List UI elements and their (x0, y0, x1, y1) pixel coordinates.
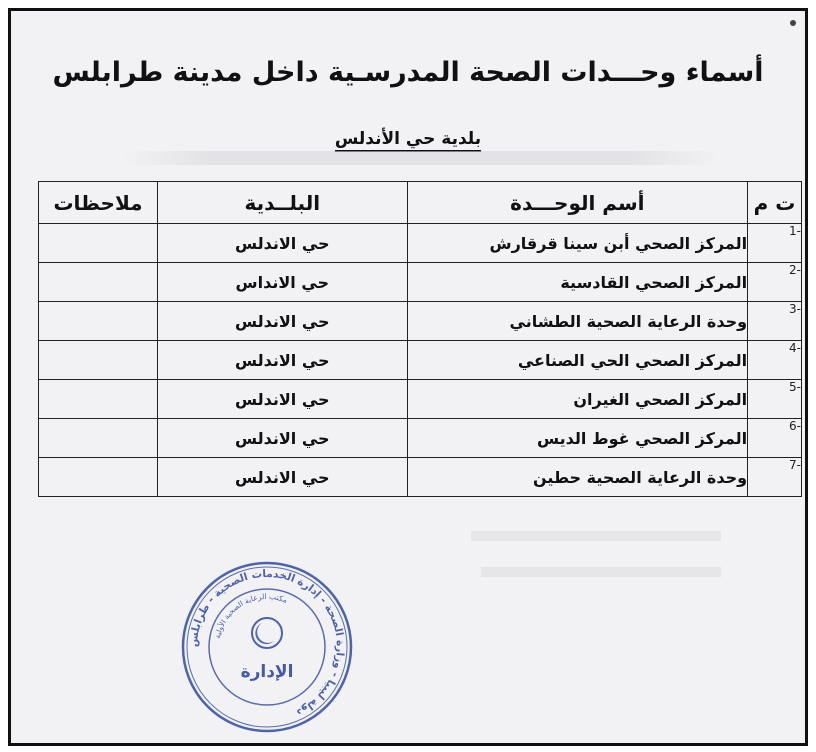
health-units-table (38, 181, 802, 497)
table-header-row (39, 182, 802, 224)
table-row (39, 380, 802, 419)
unit-name: المركز الصحي الحي الصناعي (407, 341, 747, 380)
municipality-name: حي الاندلس (157, 341, 407, 380)
table-row (39, 419, 802, 458)
row-number: -3 (748, 302, 802, 341)
unit-name: وحدة الرعاية الصحية الطشاني (407, 302, 747, 341)
row-number: -4 (748, 341, 802, 380)
show-through-mark (121, 151, 721, 165)
row-number: -1 (748, 224, 802, 263)
notes-cell (39, 380, 158, 419)
municipality-name: حي الاندلس (157, 224, 407, 263)
unit-name: المركز الصحي الغيران (407, 380, 747, 419)
document-page (8, 8, 808, 746)
table-row (39, 224, 802, 263)
table-row (39, 458, 802, 497)
stamp-center-text: الإدارة (240, 662, 294, 682)
notes-cell (39, 419, 158, 458)
header-unit-name: أسم الوحـــدة (407, 182, 747, 224)
row-number: -5 (748, 380, 802, 419)
notes-cell (39, 224, 158, 263)
show-through-mark (481, 567, 721, 577)
table-row (39, 341, 802, 380)
table-row (39, 302, 802, 341)
unit-name: المركز الصحي القادسية (407, 263, 747, 302)
notes-cell (39, 341, 158, 380)
header-number: ت م (748, 182, 802, 224)
subtitle-container (11, 129, 805, 152)
notes-cell (39, 263, 158, 302)
row-number: -6 (748, 419, 802, 458)
unit-name: المركز الصحي غوط الديس (407, 419, 747, 458)
document-subtitle: بلدية حي الأندلس (335, 129, 481, 152)
header-municipality: البلــدية (157, 182, 407, 224)
notes-cell (39, 458, 158, 497)
unit-name: المركز الصحي أبن سينا قرقارش (407, 224, 747, 263)
notes-cell (39, 302, 158, 341)
official-stamp (179, 559, 355, 735)
corner-mark (790, 20, 796, 26)
header-notes: ملاحظات (39, 182, 158, 224)
document-title: أسماء وحـــدات الصحة المدرسـية داخل مدينة طرابلس (52, 57, 764, 88)
stamp-outer-text: دولة ليبيا - وزارة الصحة - إدارة الخدمات الصحية - طرابلس (187, 567, 347, 719)
show-through-mark (471, 531, 721, 541)
table-row (39, 263, 802, 302)
svg-text:مكتب الرعاية الصحية الأولية (213, 592, 289, 640)
municipality-name: حي الانداس (157, 263, 407, 302)
municipality-name: حي الاندلس (157, 302, 407, 341)
municipality-name: حي الاندلس (157, 380, 407, 419)
row-number: -7 (748, 458, 802, 497)
municipality-name: حي الاندلس (157, 419, 407, 458)
stamp-inner-text: مكتب الرعاية الصحية الأولية (212, 591, 289, 640)
municipality-name: حي الاندلس (157, 458, 407, 497)
row-number: -2 (748, 263, 802, 302)
unit-name: وحدة الرعاية الصحية حطين (407, 458, 747, 497)
